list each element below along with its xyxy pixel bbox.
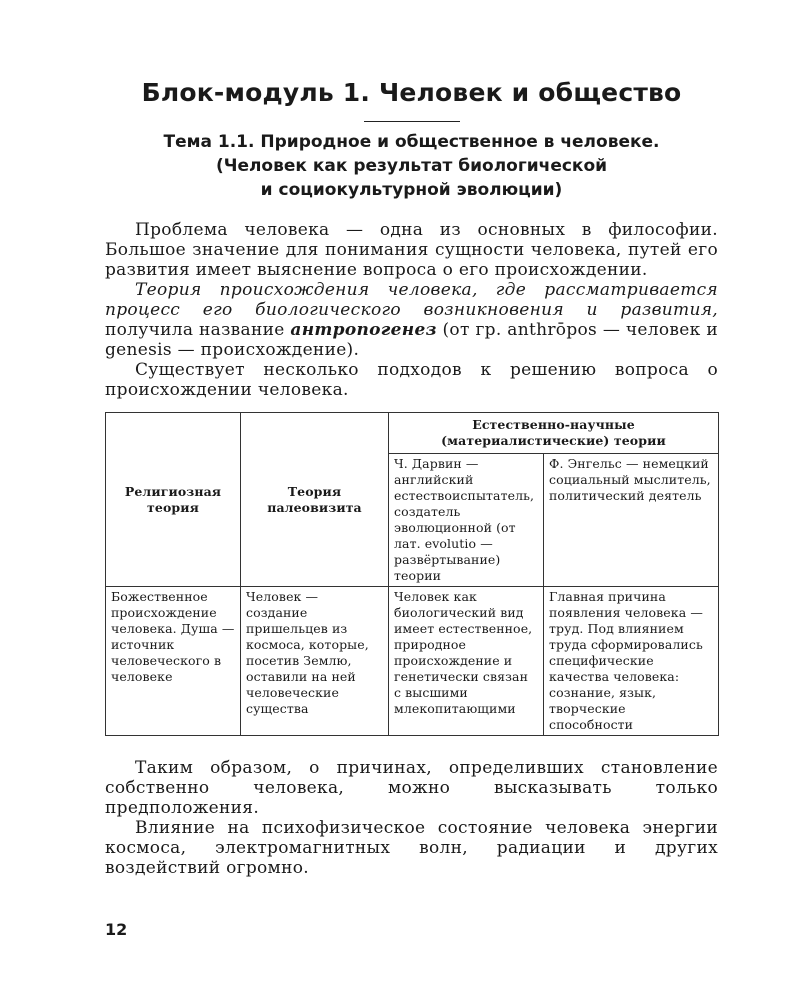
topic-heading (105, 130, 718, 202)
header-natural-sciences: Естественно-научные (материалистические) теории (389, 413, 719, 454)
block-title: Блок-модуль 1. Человек и общество (141, 78, 682, 107)
page-number: 12 (105, 920, 128, 939)
body-text-continued (105, 758, 718, 878)
definition-mid: получила название (105, 320, 291, 340)
theories-table (105, 412, 719, 736)
table-header-row (106, 413, 719, 454)
header-darwin: Ч. Дарвин — английский естествоиспытатель, создатель эволюционной (от лат. evolutio — развёртывание) теории (389, 454, 544, 587)
paragraph-3: Существует несколько подходов к решению вопроса о происхождении человека. (105, 360, 718, 400)
paragraph-2 (105, 280, 718, 360)
page-content (105, 60, 718, 878)
definition-italic: Теория происхождения человека, где рассматривается процесс его биологического возникновения и развития, (105, 280, 718, 320)
header-paleovisit: Теория палеовизита (241, 413, 389, 587)
term-anthropogenesis: антропогенез (290, 320, 437, 340)
header-engels: Ф. Энгельс — немецкий социальный мыслитель, политический деятель (544, 454, 719, 587)
topic-line-1: Тема 1.1. Природное и общественное в человеке. (163, 132, 660, 152)
cell-paleovisit: Человек — создание пришельцев из космоса, которые, посетив Землю, оставили на ней человеческие существа (241, 587, 389, 736)
table-row (106, 587, 719, 736)
definition-tail: (от гр. anthrōpos — человек и genesis — происхождение). (105, 320, 718, 360)
header-religious: Религиозная теория (106, 413, 241, 587)
paragraph-5: Влияние на психофизическое состояние человека энергии космоса, электромагнитных волн, радиации и других воздействий огромно. (105, 818, 718, 878)
topic-line-3: и социокультурной эволюции) (260, 180, 563, 200)
title-divider (364, 121, 460, 122)
cell-engels: Главная причина появления человека — труд. Под влиянием труда сформировались специфические качества человека: сознание, язык, творческие способности (544, 587, 719, 736)
body-text (105, 220, 718, 400)
topic-line-2: (Человек как результат биологической (215, 156, 608, 176)
cell-religious: Божественное происхождение человека. Душа — источник человеческого в человеке (106, 587, 241, 736)
paragraph-1: Проблема человека — одна из основных в философии. Большое значение для понимания сущности человека, путей его развития имеет выяснение вопроса о его происхождении. (105, 220, 718, 280)
cell-darwin: Человек как биологический вид имеет естественное, природное происхождение и генетически связан с высшими млекопитающими (389, 587, 544, 736)
paragraph-4: Таким образом, о причинах, определивших становление собственно человека, можно высказывать только предположения. (105, 758, 718, 818)
